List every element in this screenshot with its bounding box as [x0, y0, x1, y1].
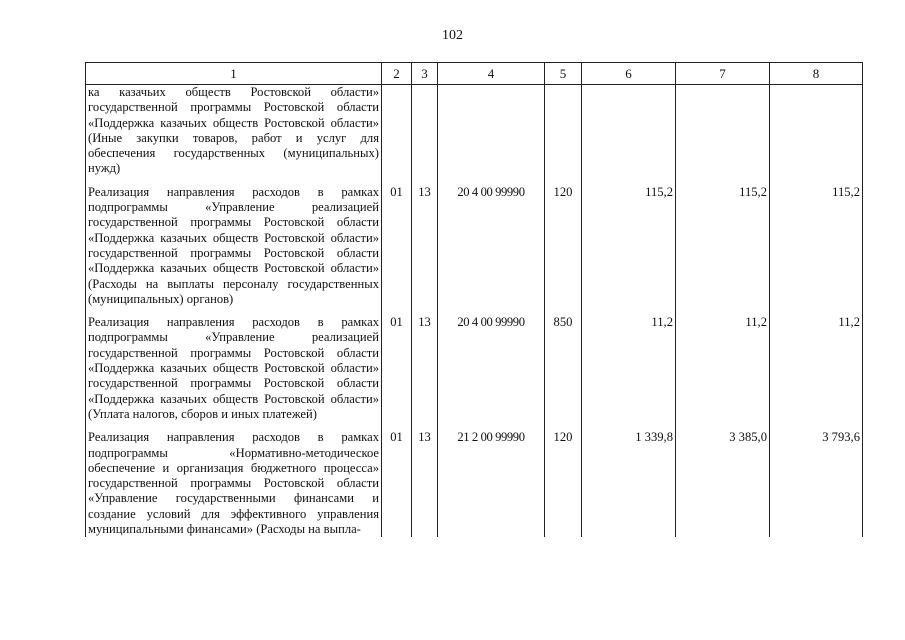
row-expense-type: 850: [545, 307, 582, 422]
row-value-col7: 11,2: [676, 307, 770, 422]
row-expense-type: 120: [545, 177, 582, 307]
row-value-col7: 115,2: [676, 177, 770, 307]
row-section: [382, 85, 412, 177]
budget-table: [85, 62, 863, 537]
row-subsection: 13: [412, 177, 438, 307]
row-subsection: [412, 85, 438, 177]
row-target-code: 20 4 00 99990: [438, 307, 545, 422]
header-col-3: 3: [412, 63, 438, 85]
row-expense-type: [545, 85, 582, 177]
row-value-col6: 115,2: [582, 177, 676, 307]
row-description: Реализация направления расходов в рамках подпрограммы «Управление реализацией государственной программы Ростовской области «Поддержка казачьих обществ Ростовской области» государственной программы Ростовской области «Поддержка казачьих обществ Ростовской области» (Расходы на выплаты персоналу государственных (муниципальных) органов): [86, 177, 382, 307]
row-target-code: 20 4 00 99990: [438, 177, 545, 307]
table-row: [86, 85, 863, 177]
table-row: [86, 177, 863, 307]
row-subsection: 13: [412, 307, 438, 422]
row-value-col8: [770, 85, 863, 177]
header-col-2: 2: [382, 63, 412, 85]
row-description: Реализация направления расходов в рамках подпрограммы «Управление реализацией государственной программы Ростовской области «Поддержка казачьих обществ Ростовской области» государственной программы Ростовской области «Поддержка казачьих обществ Ростовской области» (Уплата налогов, сборов и иных платежей): [86, 307, 382, 422]
row-target-code: 21 2 00 99990: [438, 422, 545, 537]
row-value-col6: [582, 85, 676, 177]
header-col-7: 7: [676, 63, 770, 85]
row-target-code: [438, 85, 545, 177]
header-col-5: 5: [545, 63, 582, 85]
table-row: [86, 422, 863, 537]
table-row: [86, 307, 863, 422]
row-value-col7: 3 385,0: [676, 422, 770, 537]
row-value-col8: 115,2: [770, 177, 863, 307]
row-value-col6: 11,2: [582, 307, 676, 422]
row-value-col8: 3 793,6: [770, 422, 863, 537]
header-col-4: 4: [438, 63, 545, 85]
row-value-col6: 1 339,8: [582, 422, 676, 537]
row-description: Реализация направления расходов в рамках подпрограммы «Нормативно-методическое обеспечение и организация бюджетного процесса» государственной программы Ростовской области «Управление государственными финансами и создание условий для эффективного управления муниципальными финансами» (Расходы на выпла-: [86, 422, 382, 537]
row-value-col7: [676, 85, 770, 177]
row-section: 01: [382, 422, 412, 537]
row-subsection: 13: [412, 422, 438, 537]
header-row: [86, 63, 863, 85]
row-section: 01: [382, 307, 412, 422]
row-expense-type: 120: [545, 422, 582, 537]
row-description: ка казачьих обществ Ростовской области» государственной программы Ростовской области «Поддержка казачьих обществ Ростовской области» (Иные закупки товаров, работ и услуг для обеспечения государственных (муниципальных) нужд): [86, 85, 382, 177]
row-section: 01: [382, 177, 412, 307]
header-col-1: 1: [86, 63, 382, 85]
header-col-6: 6: [582, 63, 676, 85]
page-number: 102: [442, 28, 463, 43]
row-value-col8: 11,2: [770, 307, 863, 422]
header-col-8: 8: [770, 63, 863, 85]
